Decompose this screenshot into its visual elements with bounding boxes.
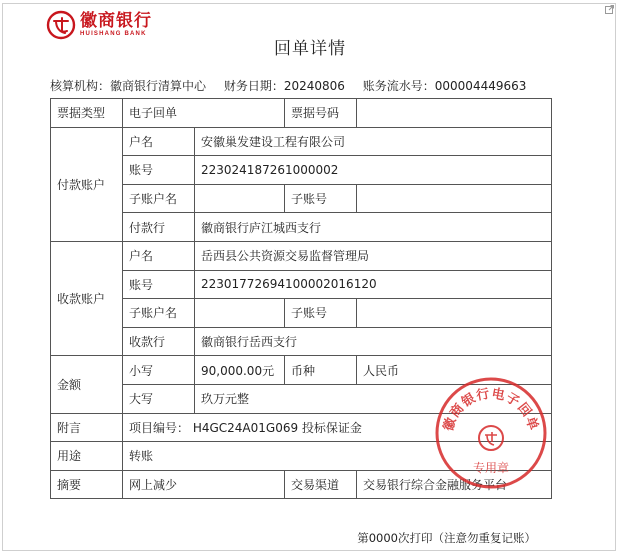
payee-sub-acct [357,299,552,328]
amount-big-label: 大写 [123,384,195,413]
payer-sub-name [195,184,285,213]
table-row [51,356,552,385]
table-row [51,184,552,213]
meta-serial: 账务流水号：000004449663 [362,79,527,93]
note-label: 附言 [51,413,123,442]
table-row [51,413,552,442]
currency-value: 人民币 [357,356,552,385]
payee-bank-label: 收款行 [123,327,195,356]
table-row [51,442,552,471]
note-value: 项目编号： H4GC24A01G069 投标保证金 [123,413,552,442]
type-value: 电子回单 [123,99,285,128]
payer-section-label: 付款账户 [51,127,123,241]
payee-acct: 22301772694100002016120 [195,270,552,299]
amount-section-label: 金额 [51,356,123,413]
amount-small: 90,000.00元 [195,356,285,385]
external-link-icon[interactable] [605,5,614,14]
summary-value: 网上减少 [123,470,285,499]
table-row [51,327,552,356]
bank-name-en: HUISHANG BANK [80,31,147,37]
receipt-table [50,98,552,499]
table-row [51,213,552,242]
table-row [51,127,552,156]
payer-acct-label: 账号 [123,156,195,185]
meta-date: 财务日期：20240806 [223,79,345,93]
payer-sub-acct [357,184,552,213]
print-count: 第0000次打印（注意勿重复记账） [357,531,536,545]
payer-name: 安徽巢发建设工程有限公司 [195,127,552,156]
seal-bottom-text: 专用章 [472,461,510,475]
payer-sub-acct-label: 子账号 [285,184,357,213]
table-row [51,384,552,413]
channel-value: 交易银行综合金融服务平台 [357,470,552,499]
payee-section-label: 收款账户 [51,241,123,355]
billno-value [357,99,552,128]
payer-sub-name-label: 子账户名 [123,184,195,213]
payee-acct-label: 账号 [123,270,195,299]
payer-name-label: 户名 [123,127,195,156]
payer-bank: 徽商银行庐江城西支行 [195,213,552,242]
payer-bank-label: 付款行 [123,213,195,242]
seal-arc-text: 徽商银行电子回单 [441,386,541,434]
usage-label: 用途 [51,442,123,471]
currency-label: 币种 [285,356,357,385]
page-title: 回单详情 [274,39,346,59]
usage-value: 转账 [123,442,552,471]
bank-name-cn: 徽商银行 [80,11,152,31]
table-row [51,156,552,185]
table-row [51,470,552,499]
billno-label: 票据号码 [285,99,357,128]
payee-sub-name-label: 子账户名 [123,299,195,328]
payee-sub-name [195,299,285,328]
payee-name: 岳西县公共资源交易监督管理局 [195,241,552,270]
payee-sub-acct-label: 子账号 [285,299,357,328]
table-row [51,270,552,299]
payee-bank: 徽商银行岳西支行 [195,327,552,356]
table-row [51,241,552,270]
channel-label: 交易渠道 [285,470,357,499]
table-row [51,299,552,328]
amount-small-label: 小写 [123,356,195,385]
amount-big: 玖万元整 [195,384,552,413]
type-label: 票据类型 [51,99,123,128]
summary-label: 摘要 [51,470,123,499]
table-row [51,99,552,128]
payee-name-label: 户名 [123,241,195,270]
payer-acct: 223024187261000002 [195,156,552,185]
meta-org: 核算机构：徽商银行清算中心 [50,79,207,93]
receipt-meta [50,77,540,94]
